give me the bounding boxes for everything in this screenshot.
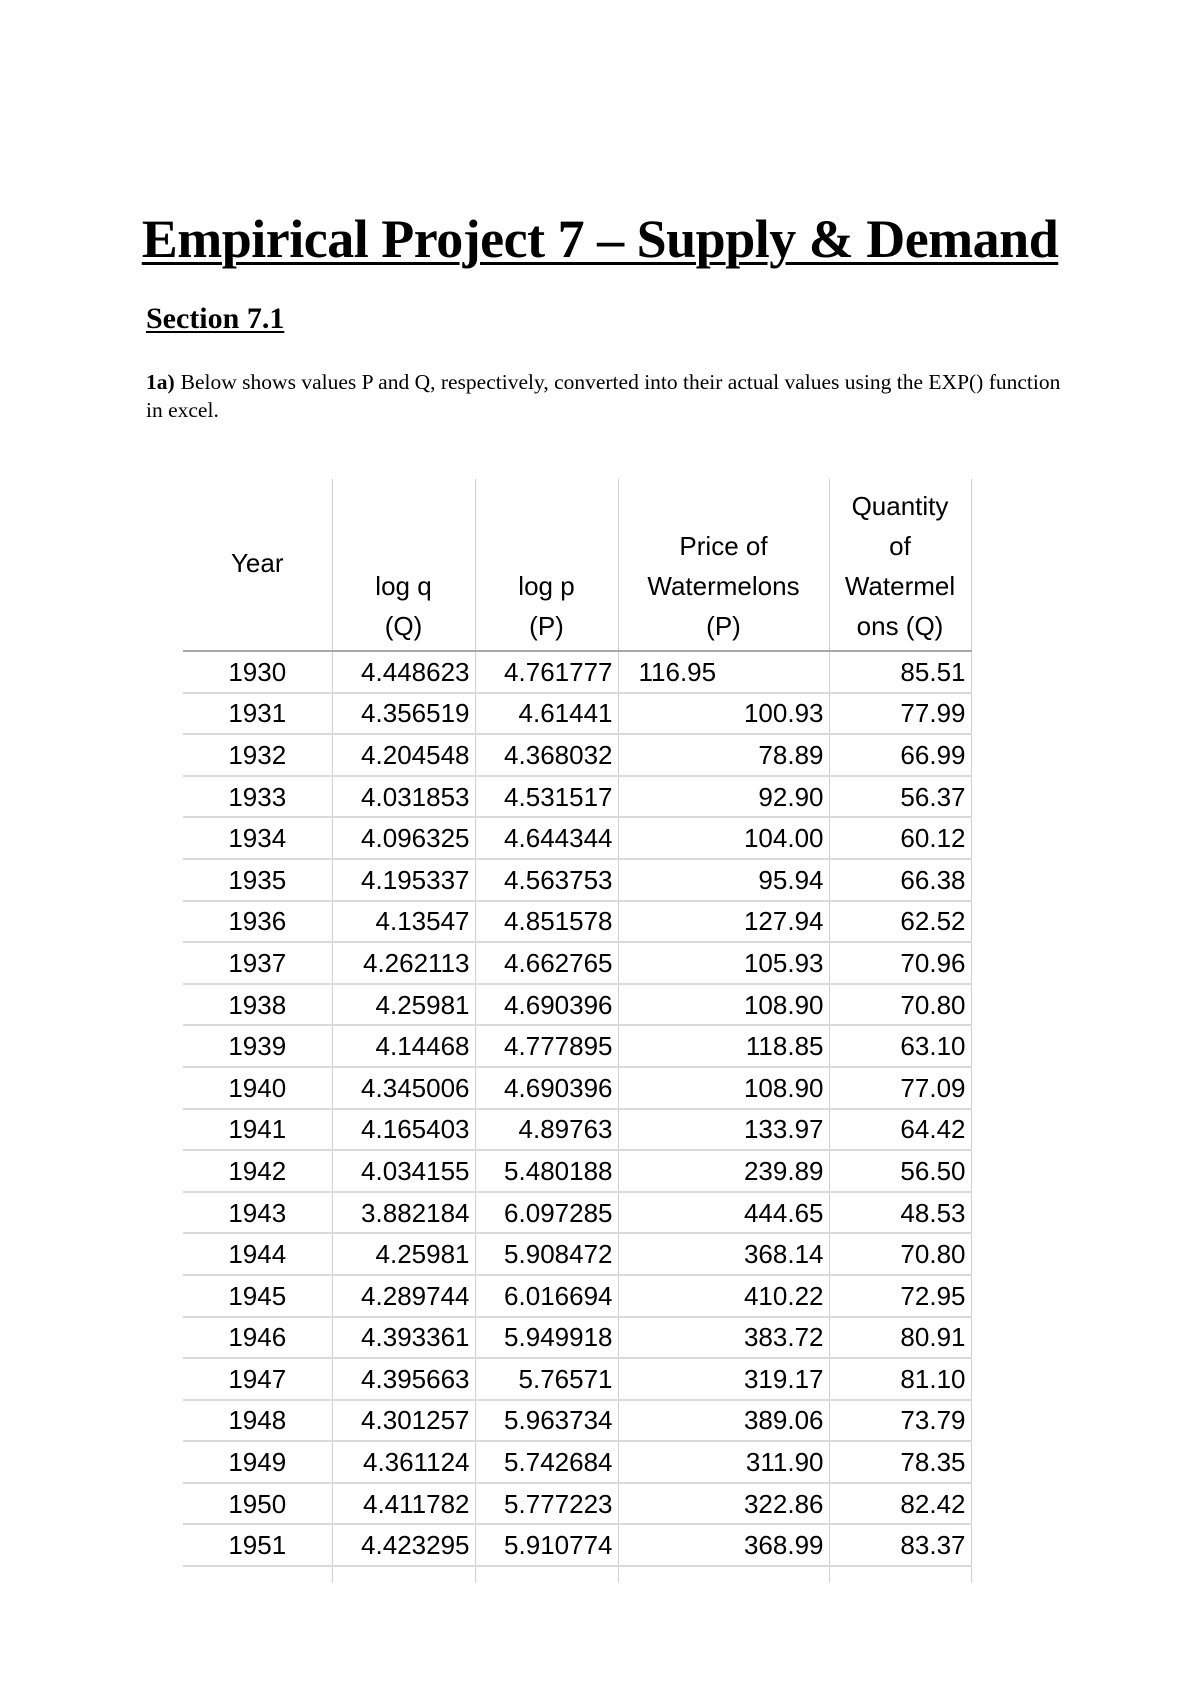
log-p-cell: 4.563753 [475, 859, 618, 901]
price-cell: 239.89 [618, 1150, 829, 1192]
table-body [183, 651, 971, 1583]
table-row [183, 1275, 971, 1317]
data-table [183, 479, 972, 1583]
log-p-cell: 4.531517 [475, 776, 618, 818]
log-p-cell: 5.949918 [475, 1317, 618, 1359]
year-cell: 1944 [183, 1233, 332, 1275]
quantity-cell: 70.80 [829, 1233, 971, 1275]
year-cell: 1932 [183, 734, 332, 776]
year-cell: 1946 [183, 1317, 332, 1359]
price-cell: 105.93 [618, 942, 829, 984]
table-row [183, 693, 971, 735]
log-q-cell: 4.345006 [332, 1067, 475, 1109]
header-line: log p [518, 571, 575, 601]
table-row [183, 776, 971, 818]
watermelon-data-table [183, 479, 972, 1583]
log-q-cell: 4.034155 [332, 1150, 475, 1192]
log-p-cell: 5.908472 [475, 1233, 618, 1275]
table-row [183, 1067, 971, 1109]
header-line: ons (Q) [856, 611, 944, 641]
year-cell: 1947 [183, 1358, 332, 1400]
year-cell: 1938 [183, 984, 332, 1026]
quantity-cell: 82.42 [829, 1483, 971, 1525]
log-q-cell: 4.448623 [332, 651, 475, 693]
table-row [183, 1441, 971, 1483]
log-p-cell: 4.777895 [475, 1025, 618, 1067]
log-q-cell: 4.361124 [332, 1441, 475, 1483]
header-line: of [889, 531, 911, 561]
log-q-cell: 4.356519 [332, 693, 475, 735]
quantity-cell: 78.35 [829, 1441, 971, 1483]
log-p-cell: 6.097285 [475, 1192, 618, 1234]
year-cell: 1949 [183, 1441, 332, 1483]
year-cell: 1930 [183, 651, 332, 693]
question-number: 1a) [146, 370, 175, 394]
year-cell: 1951 [183, 1524, 332, 1566]
log-p-cell: 5.76571 [475, 1358, 618, 1400]
price-cell: 389.06 [618, 1400, 829, 1442]
log-q-cell: 4.195337 [332, 859, 475, 901]
log-q-cell: 4.14468 [332, 1025, 475, 1067]
price-cell: 368.14 [618, 1233, 829, 1275]
spacer-cell [475, 1566, 618, 1583]
section-heading: Section 7.1 [146, 302, 285, 335]
header-quantity [829, 479, 971, 651]
price-cell: 78.89 [618, 734, 829, 776]
quantity-cell: 81.10 [829, 1358, 971, 1400]
year-cell: 1933 [183, 776, 332, 818]
log-p-cell: 5.963734 [475, 1400, 618, 1442]
table-spacer-row [183, 1566, 971, 1583]
quantity-cell: 64.42 [829, 1109, 971, 1151]
table-row [183, 651, 971, 693]
price-cell: 108.90 [618, 984, 829, 1026]
header-line: Quantity [851, 491, 949, 521]
price-cell: 127.94 [618, 901, 829, 943]
log-q-cell: 4.096325 [332, 817, 475, 859]
header-log-q [332, 479, 475, 651]
quantity-cell: 66.38 [829, 859, 971, 901]
year-cell: 1943 [183, 1192, 332, 1234]
price-cell: 133.97 [618, 1109, 829, 1151]
header-line: (P) [706, 611, 741, 641]
quantity-cell: 66.99 [829, 734, 971, 776]
log-q-cell: 4.204548 [332, 734, 475, 776]
log-q-cell: 4.031853 [332, 776, 475, 818]
price-cell: 368.99 [618, 1524, 829, 1566]
log-q-cell: 4.165403 [332, 1109, 475, 1151]
year-cell: 1939 [183, 1025, 332, 1067]
log-q-cell: 4.411782 [332, 1483, 475, 1525]
year-cell: 1941 [183, 1109, 332, 1151]
quantity-cell: 56.50 [829, 1150, 971, 1192]
log-p-cell: 5.910774 [475, 1524, 618, 1566]
year-cell: 1937 [183, 942, 332, 984]
year-cell: 1936 [183, 901, 332, 943]
quantity-cell: 72.95 [829, 1275, 971, 1317]
spacer-cell [183, 1566, 332, 1583]
header-log-p [475, 479, 618, 651]
log-q-cell: 4.301257 [332, 1400, 475, 1442]
table-row [183, 942, 971, 984]
log-q-cell: 4.25981 [332, 1233, 475, 1275]
table-row [183, 1483, 971, 1525]
log-q-cell: 4.423295 [332, 1524, 475, 1566]
header-line: Watermel [844, 571, 956, 601]
log-p-cell: 4.761777 [475, 651, 618, 693]
quantity-cell: 56.37 [829, 776, 971, 818]
table-row [183, 984, 971, 1026]
log-p-cell: 5.742684 [475, 1441, 618, 1483]
price-cell: 108.90 [618, 1067, 829, 1109]
log-q-cell: 4.393361 [332, 1317, 475, 1359]
price-cell: 322.86 [618, 1483, 829, 1525]
quantity-cell: 70.80 [829, 984, 971, 1026]
log-p-cell: 4.89763 [475, 1109, 618, 1151]
year-cell: 1948 [183, 1400, 332, 1442]
log-p-cell: 5.777223 [475, 1483, 618, 1525]
header-line: (Q) [384, 611, 423, 641]
table-row [183, 901, 971, 943]
log-p-cell: 4.690396 [475, 1067, 618, 1109]
table-row [183, 1358, 971, 1400]
log-p-cell: 5.480188 [475, 1150, 618, 1192]
table-row [183, 1150, 971, 1192]
quantity-cell: 48.53 [829, 1192, 971, 1234]
header-year [183, 479, 332, 651]
year-cell: 1940 [183, 1067, 332, 1109]
table-row [183, 817, 971, 859]
table-header-row [183, 479, 971, 651]
year-cell: 1950 [183, 1483, 332, 1525]
spacer-cell [829, 1566, 971, 1583]
log-p-cell: 4.851578 [475, 901, 618, 943]
header-price [618, 479, 829, 651]
price-cell: 444.65 [618, 1192, 829, 1234]
quantity-cell: 77.09 [829, 1067, 971, 1109]
table-row [183, 1109, 971, 1151]
quantity-cell: 73.79 [829, 1400, 971, 1442]
table-row [183, 1025, 971, 1067]
price-cell: 104.00 [618, 817, 829, 859]
quantity-cell: 83.37 [829, 1524, 971, 1566]
price-cell: 311.90 [618, 1441, 829, 1483]
spacer-cell [332, 1566, 475, 1583]
price-cell: 118.85 [618, 1025, 829, 1067]
quantity-cell: 62.52 [829, 901, 971, 943]
quantity-cell: 70.96 [829, 942, 971, 984]
year-cell: 1935 [183, 859, 332, 901]
spacer-cell [618, 1566, 829, 1583]
question-text: Below shows values P and Q, respectively, converted into their actual values using the EXP() function in excel. [146, 370, 1061, 422]
log-p-cell: 6.016694 [475, 1275, 618, 1317]
log-q-cell: 4.395663 [332, 1358, 475, 1400]
header-year-label: Year [230, 547, 284, 578]
log-p-cell: 4.690396 [475, 984, 618, 1026]
header-line: Watermelons [647, 571, 800, 601]
table-row [183, 1233, 971, 1275]
year-cell: 1945 [183, 1275, 332, 1317]
quantity-cell: 63.10 [829, 1025, 971, 1067]
year-cell: 1934 [183, 817, 332, 859]
price-cell: 319.17 [618, 1358, 829, 1400]
document-title: Empirical Project 7 – Supply & Demand [141, 209, 1059, 269]
quantity-cell: 77.99 [829, 693, 971, 735]
log-q-cell: 4.289744 [332, 1275, 475, 1317]
price-cell: 410.22 [618, 1275, 829, 1317]
year-cell: 1942 [183, 1150, 332, 1192]
log-q-cell: 4.13547 [332, 901, 475, 943]
header-line: log q [375, 571, 432, 601]
log-p-cell: 4.61441 [475, 693, 618, 735]
table-row [183, 1400, 971, 1442]
table-row [183, 734, 971, 776]
table-row [183, 1317, 971, 1359]
table-row [183, 1524, 971, 1566]
year-cell: 1931 [183, 693, 332, 735]
log-p-cell: 4.662765 [475, 942, 618, 984]
price-cell: 100.93 [618, 693, 829, 735]
quantity-cell: 85.51 [829, 651, 971, 693]
table-row [183, 859, 971, 901]
price-cell: 383.72 [618, 1317, 829, 1359]
log-p-cell: 4.368032 [475, 734, 618, 776]
log-q-cell: 3.882184 [332, 1192, 475, 1234]
header-line: (P) [529, 611, 564, 641]
log-p-cell: 4.644344 [475, 817, 618, 859]
table-row [183, 1192, 971, 1234]
price-cell: 92.90 [618, 776, 829, 818]
price-cell: 95.94 [618, 859, 829, 901]
question-paragraph [146, 368, 1066, 424]
quantity-cell: 60.12 [829, 817, 971, 859]
log-q-cell: 4.262113 [332, 942, 475, 984]
log-q-cell: 4.25981 [332, 984, 475, 1026]
price-cell: 116.95 [618, 651, 829, 693]
quantity-cell: 80.91 [829, 1317, 971, 1359]
header-line: Price of [679, 531, 768, 561]
